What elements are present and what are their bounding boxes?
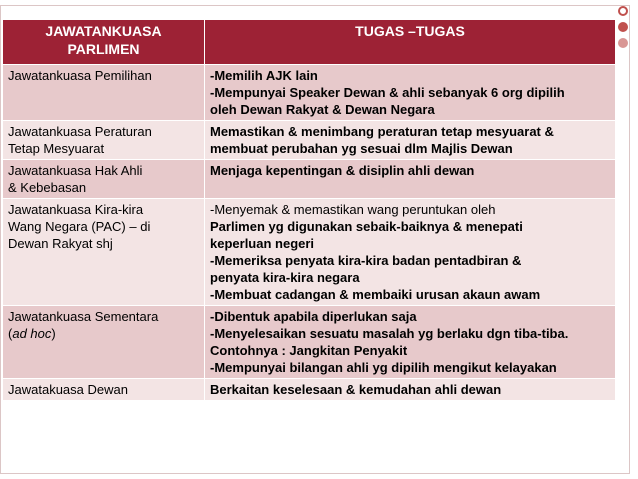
committee-name bbox=[3, 379, 205, 401]
table-row bbox=[3, 160, 616, 199]
header-tasks bbox=[205, 20, 616, 65]
task-line: -Memeriksa penyata kira-kira badan pentadbiran & bbox=[210, 253, 522, 268]
committee-table bbox=[2, 19, 616, 401]
committee-name bbox=[3, 160, 205, 199]
ring-icon bbox=[618, 6, 628, 16]
header-tasks-label: TUGAS –TUGAS bbox=[355, 23, 465, 39]
committee-tasks bbox=[205, 379, 616, 401]
task-line: -Mempunyai bilangan ahli yg dipilih mengikut kelayakan bbox=[210, 360, 557, 375]
task-line: -Dibentuk apabila diperlukan saja bbox=[210, 309, 417, 324]
committee-name-line: Jawatankuasa Pemilihan bbox=[8, 68, 152, 83]
committee-name bbox=[3, 121, 205, 160]
task-line: -Mempunyai Speaker Dewan & ahli sebanyak 6 org dipilih bbox=[210, 85, 565, 100]
committee-name bbox=[3, 65, 205, 121]
header-committee-line-1: JAWATANKUASA bbox=[45, 23, 162, 39]
dot-icon bbox=[618, 38, 628, 48]
task-line: -Menyemak & memastikan wang peruntukan oleh bbox=[210, 202, 496, 217]
committee-name-line: & Kebebasan bbox=[8, 180, 87, 195]
committee-name-line: Tetap Mesyuarat bbox=[8, 141, 105, 156]
task-line: penyata kira-kira negara bbox=[210, 270, 360, 285]
header-committee-line-2: PARLIMEN bbox=[67, 41, 140, 57]
committee-name-line: Jawatankuasa Sementara bbox=[8, 309, 159, 324]
task-line: -Memilih AJK lain bbox=[210, 68, 318, 83]
table-row bbox=[3, 199, 616, 306]
committee-name bbox=[3, 306, 205, 379]
table-row bbox=[3, 121, 616, 160]
committee-name-line: Jawatankuasa Peraturan bbox=[8, 124, 152, 139]
task-line: Parlimen yg digunakan sebaik-baiknya & menepati bbox=[210, 219, 523, 234]
table-row bbox=[3, 306, 616, 379]
committee-tasks bbox=[205, 306, 616, 379]
committee-tasks bbox=[205, 199, 616, 306]
adhoc-text: ad hoc bbox=[12, 326, 52, 341]
task-line: membuat perubahan yg sesuai dlm Majlis Dewan bbox=[210, 141, 513, 156]
table-header-row bbox=[3, 20, 616, 65]
committee-name-line: Jawatankuasa Hak Ahli bbox=[8, 163, 143, 178]
table-row bbox=[3, 65, 616, 121]
committee-tasks bbox=[205, 65, 616, 121]
committee-tasks bbox=[205, 160, 616, 199]
committee-tasks bbox=[205, 121, 616, 160]
task-line: -Membuat cadangan & membaiki urusan akaun awam bbox=[210, 287, 541, 302]
committee-name bbox=[3, 199, 205, 306]
committee-name-line: Jawatakuasa Dewan bbox=[8, 382, 128, 397]
committee-name-line-italic: (ad hoc) bbox=[8, 326, 56, 341]
table-row bbox=[3, 379, 616, 401]
task-line: Berkaitan keselesaan & kemudahan ahli dewan bbox=[210, 382, 502, 397]
task-line: Menjaga kepentingan & disiplin ahli dewan bbox=[210, 163, 475, 178]
task-line: Memastikan & menimbang peraturan tetap mesyuarat & bbox=[210, 124, 554, 139]
committee-name-line: Dewan Rakyat shj bbox=[8, 236, 113, 251]
task-line: Contohnya : Jangkitan Penyakit bbox=[210, 343, 408, 358]
task-line: keperluan negeri bbox=[210, 236, 315, 251]
header-committee bbox=[3, 20, 205, 65]
committee-name-line: Jawatankuasa Kira-kira bbox=[8, 202, 144, 217]
task-line: -Menyelesaikan sesuatu masalah yg berlaku dgn tiba-tiba. bbox=[210, 326, 569, 341]
dot-icon bbox=[618, 22, 628, 32]
task-line: oleh Dewan Rakyat & Dewan Negara bbox=[210, 102, 435, 117]
committee-name-line: Wang Negara (PAC) – di bbox=[8, 219, 151, 234]
